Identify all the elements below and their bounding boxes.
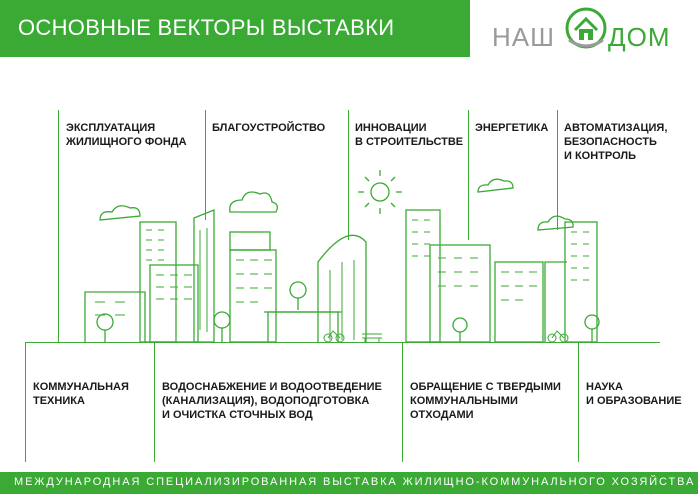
category-solid-waste: ОБРАЩЕНИЕ С ТВЕРДЫМИ КОММУНАЛЬНЫМИ ОТХОДАМИ <box>410 381 561 421</box>
category-automation-security: АВТОМАТИЗАЦИЯ, БЕЗОПАСНОСТЬ И КОНТРОЛЬ <box>564 122 668 162</box>
page-title: ОСНОВНЫЕ ВЕКТОРЫ ВЫСТАВКИ <box>18 15 395 40</box>
category-energy: ЭНЕРГЕТИКА <box>475 122 549 134</box>
divider-line <box>402 342 403 462</box>
divider-line <box>578 342 579 462</box>
footer-bar <box>0 472 698 494</box>
logo <box>480 2 698 62</box>
logo-word-left: НАШ <box>492 22 555 52</box>
category-municipal-machinery: КОММУНАЛЬНАЯ ТЕХНИКА <box>33 381 129 407</box>
category-science-education: НАУКА И ОБРАЗОВАНИЕ <box>586 381 682 407</box>
footer-text: МЕЖДУНАРОДНАЯ СПЕЦИАЛИЗИРОВАННАЯ ВЫСТАВКА ЖИЛИЩНО-КОММУНАЛЬНОГО ХОЗЯЙСТВА <box>14 476 696 488</box>
category-water-supply: ВОДОСНАБЖЕНИЕ И ВОДООТВЕДЕНИЕ (КАНАЛИЗАЦИЯ), ВОДОПОДГОТОВКА И ОЧИСТКА СТОЧНЫХ ВОД <box>162 381 382 421</box>
category-housing-operation: ЭКСПЛУАТАЦИЯ ЖИЛИЩНОГО ФОНДА <box>66 122 187 148</box>
sun-icon <box>358 170 402 214</box>
bicycle-icon <box>324 331 568 342</box>
divider-line <box>25 342 26 462</box>
tree-icon <box>97 282 599 342</box>
divider-line <box>154 342 155 462</box>
house-in-circle-icon <box>563 6 609 54</box>
city-illustration <box>0 170 698 345</box>
header-bar <box>0 0 470 57</box>
logo-word-right: ДОМ <box>608 22 671 52</box>
category-landscaping: БЛАГОУСТРОЙСТВО <box>212 122 326 134</box>
category-construction-innovation: ИННОВАЦИИ В СТРОИТЕЛЬСТВЕ <box>355 122 464 148</box>
